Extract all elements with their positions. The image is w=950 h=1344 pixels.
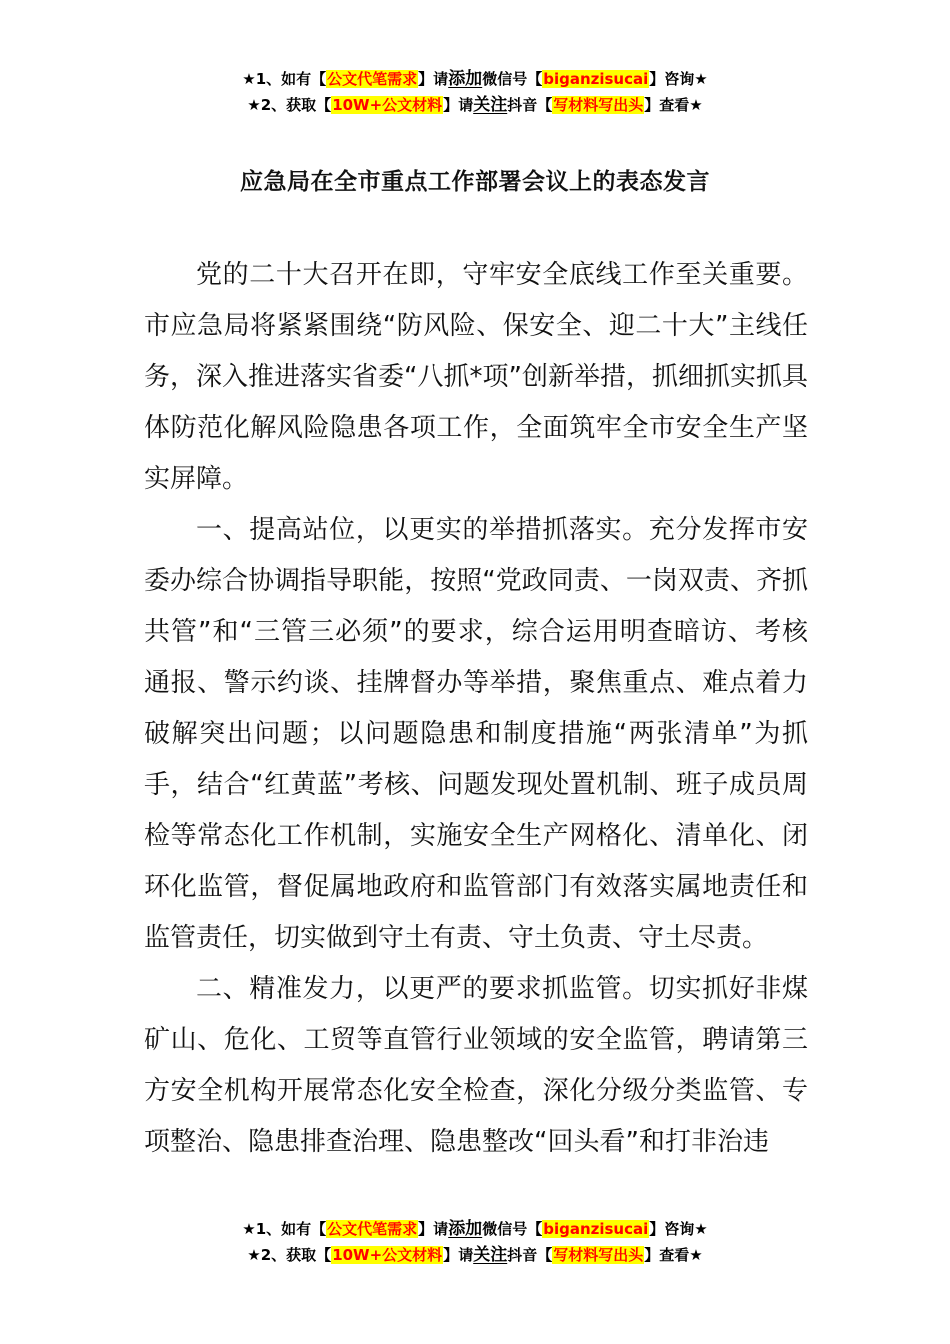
bottom-banner: [0, 1216, 950, 1268]
banner-line-1: ★1、如有【公文代笔需求】请添加微信号【biganzisucai】咨询★: [242, 1219, 708, 1239]
highlight-materials: 10W+公文材料: [332, 1246, 443, 1264]
highlight-materials: 10W+公文材料: [332, 96, 443, 114]
paragraph-section-2: 二、精准发力，以更严的要求抓监管。切实抓好非煤矿山、危化、工贸等直管行业领域的安全监管，聘请第三方安全机构开展常态化安全检查，深化分级分类监管、专项整治、隐患排查治理、隐患整改“回头看”和打非治违: [144, 974, 808, 1157]
paragraph-intro: 党的二十大召开在即，守牢安全底线工作至关重要。市应急局将紧紧围绕“防风险、保安全、迎二十大”主线任务，深入推进落实省委“八抓*项”创新举措，抓细抓实抓具体防范化解风险隐患各项工作，全面筑牢全市安全生产坚实屏障。: [144, 260, 808, 494]
banner-line-1: ★1、如有【公文代笔需求】请添加微信号【biganzisucai】咨询★: [242, 69, 708, 89]
paragraph-section-1: 一、提高站位，以更实的举措抓落实。充分发挥市安委办综合协调指导职能，按照“党政同责、一岗双责、齐抓共管”和“三管三必须”的要求，综合运用明查暗访、考核通报、警示约谈、挂牌督办等举措，聚焦重点、难点着力破解突出问题；以问题隐患和制度措施“两张清单”为抓手，结合“红黄蓝”考核、问题发现处置机制、班子成员周检等常态化工作机制，实施安全生产网格化、清单化、闭环化监管，督促属地政府和监管部门有效落实属地责任和监管责任，切实做到守土有责、守土负责、守土尽责。: [144, 515, 808, 953]
highlight-wechat-id: biganzisucai: [543, 1220, 649, 1238]
document-title: 应急局在全市重点工作部署会议上的表态发言: [240, 169, 710, 195]
banner-line-2: ★2、获取【10W+公文材料】请关注抖音【写材料写出头】查看★: [247, 1245, 703, 1265]
document-body: [144, 250, 808, 1168]
top-banner: [0, 66, 950, 118]
banner-line-2: ★2、获取【10W+公文材料】请关注抖音【写材料写出头】查看★: [247, 95, 703, 115]
highlight-writing-service: 公文代笔需求: [327, 70, 418, 88]
highlight-wechat-id: biganzisucai: [543, 70, 649, 88]
highlight-douyin-account: 写材料写出头: [553, 96, 644, 114]
highlight-douyin-account: 写材料写出头: [553, 1246, 644, 1264]
highlight-writing-service: 公文代笔需求: [327, 1220, 418, 1238]
